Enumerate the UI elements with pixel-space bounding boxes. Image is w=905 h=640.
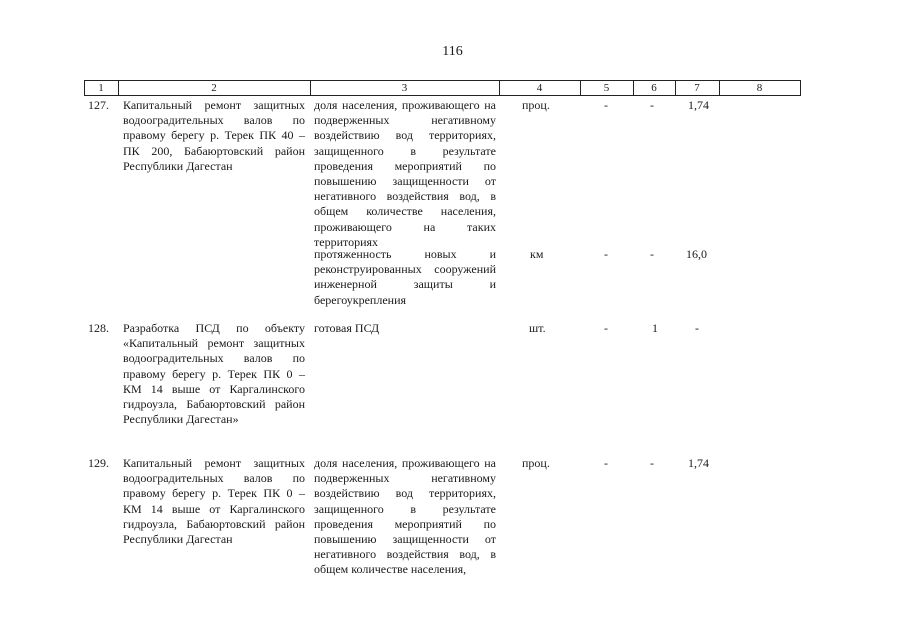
header-bottom-border	[84, 95, 801, 96]
value-col5: -	[604, 98, 608, 112]
row-number: 127.	[88, 98, 109, 112]
value-col6: 1	[652, 321, 658, 335]
header-cell-2: 2	[211, 82, 217, 94]
indicator-unit: км	[530, 247, 544, 261]
header-cell-5: 5	[603, 82, 610, 94]
indicator-name: доля населения, проживающего на подверженных негативному воздействию вод территориях, защищенного в результате проведения мероприятий по повышению защищенности от негативного воздействия вод, в общем количестве населения,	[314, 456, 496, 577]
value-col7: 16,0	[686, 247, 707, 261]
header-cell-1: 1	[98, 82, 104, 94]
indicator-unit: проц.	[522, 456, 550, 470]
object-name: Капитальный ремонт защитных водооградительных валов по правому берегу р. Терек ПК 0 – КМ 14 выше от Каргалинского гидроузла, Бабаюртовский район Республики Дагестан	[123, 456, 305, 547]
value-col5: -	[604, 456, 608, 470]
indicator-name: протяженность новых и реконструированных сооружений инженерной защиты и берегоукрепления	[314, 247, 496, 307]
indicator-name: доля населения, проживающего на подверженных негативному воздействию вод территориях, защищенного в результате проведения мероприятий по повышению защищенности от негативного воздействия вод, в общем количестве населения, проживающего на таких территориях	[314, 98, 496, 249]
row-number: 128.	[88, 321, 109, 335]
header-cell-6: 6	[651, 82, 657, 94]
header-divider	[800, 80, 801, 96]
header-cell-4: 4	[536, 82, 543, 94]
object-name: Разработка ПСД по объекту «Капитальный ремонт защитных водооградительных валов по правому берегу р. Терек ПК 0 – КМ 14 выше от Каргалинского гидроузла, Бабаюртовский район Республики Дагестан»	[123, 321, 305, 427]
object-name: Капитальный ремонт защитных водооградительных валов по правому берегу р. Терек ПК 40 – ПК 200, Бабаюртовский район Республики Дагестан	[123, 98, 305, 173]
header-cell-8: 8	[756, 82, 763, 94]
value-col6: -	[650, 247, 654, 261]
indicator-name: готовая ПСД	[314, 321, 380, 335]
value-col5: -	[604, 247, 608, 261]
value-col7: -	[695, 321, 699, 335]
value-col7: 1,74	[688, 98, 709, 112]
header-cell-3: 3	[401, 82, 408, 94]
row-number: 129.	[88, 456, 109, 470]
header-cell-7: 7	[694, 82, 700, 94]
value-col6: -	[650, 98, 654, 112]
indicator-unit: проц.	[522, 98, 550, 112]
value-col5: -	[604, 321, 608, 335]
indicator-unit: шт.	[529, 321, 546, 335]
value-col6: -	[650, 456, 654, 470]
page-number: 116	[442, 44, 463, 59]
value-col7: 1,74	[688, 456, 709, 470]
